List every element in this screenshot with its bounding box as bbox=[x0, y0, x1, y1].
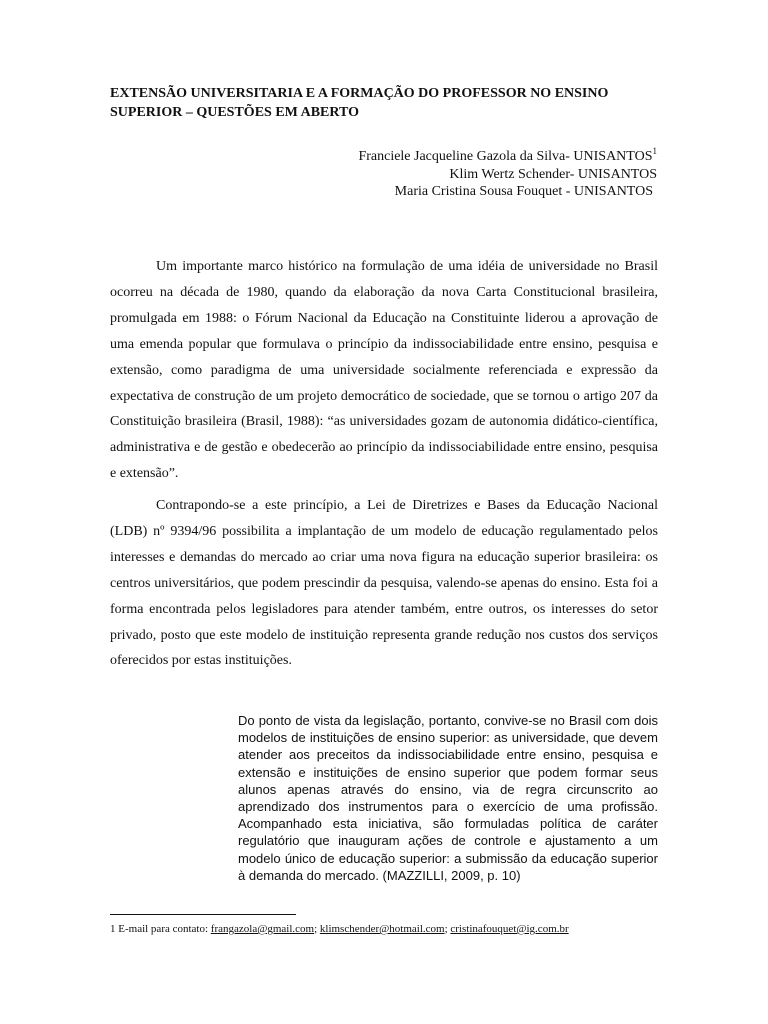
email-separator-2: ; bbox=[444, 923, 451, 935]
author-3: Maria Cristina Sousa Fouquet - UNISANTOS bbox=[394, 184, 653, 199]
footnote-divider bbox=[110, 914, 296, 915]
author-1-text: Franciele Jacqueline Gazola da Silva- UNISANTOS bbox=[358, 149, 653, 164]
body-paragraph-1: Um importante marco histórico na formulação de uma idéia de universidade no Brasil ocorreu na década de 1980, quando da elaboração da nova Carta Constitucional brasileira, promulgada em 1988: o Fórum Nacional da Educação na Constituinte liderou a aprovação de uma emenda popular que formulava o princípio da indissociabilidade entre ensino, pesquisa e extensão, como paradigma de uma universidade socialmente referenciada e expressão da expectativa de construção de um projeto democrático de sociedade, que se tornou o artigo 207 da Constituição brasileira (Brasil, 1988): “as universidades gozam de autonomia didático-científica, administrativa e de gestão e obedecerão ao princípio da indissociabilidade entre ensino, pesquisa e extensão”. bbox=[110, 259, 658, 482]
author-1 bbox=[300, 148, 657, 166]
footnote bbox=[110, 922, 569, 936]
footnote-mark: 1 bbox=[652, 146, 657, 156]
block-quote: Do ponto de vista da legislação, portanto, convive-se no Brasil com dois modelos de instituições de ensino superior: as universidade, que devem atender aos preceitos da indissociabilidade entre ensino, pesquisa e extensão e instituições de ensino superior que podem formar seus alunos apenas através do ensino, via de regra circunscrito ao aprendizado dos instrumentos para o exercício de uma profissão. Acompanhado esta iniciativa, são formuladas política de caráter regulatório que inauguram ações de controle e ajustamento a um modelo único de educação superior: a submissão da educação superior à demanda do mercado. (MAZZILLI, 2009, p. 10) bbox=[238, 713, 658, 883]
email-separator-1: ; bbox=[314, 923, 320, 935]
author-2: Klim Wertz Schender- UNISANTOS bbox=[449, 166, 657, 182]
email-link-3[interactable]: cristinafouquet@ig.com.br bbox=[450, 923, 569, 935]
email-link-1[interactable]: frangazola@gmail.com bbox=[210, 923, 315, 935]
email-link-2[interactable]: klimschender@hotmail.com bbox=[319, 923, 445, 935]
body-paragraph-2: Contrapondo-se a este princípio, a Lei de Diretrizes e Bases da Educação Nacional (LDB) nº 9394/96 possibilita a implantação de um modelo de educação regulamentado pelos interesses e demandas do mercado ao criar uma nova figura na educação superior brasileira: os centros universitários, que podem prescindir da pesquisa, valendo-se apenas do ensino. Esta foi a forma encontrada pelos legisladores para atender também, entre outros, os interesses do setor privado, posto que este modelo de instituição representa grande redução nos custos dos serviços oferecidos por estas instituições. bbox=[110, 498, 658, 669]
author-list bbox=[300, 148, 657, 201]
footnote-prefix: 1 E-mail para contato: bbox=[110, 923, 211, 935]
document-title: EXTENSÃO UNIVERSITARIA E A FORMAÇÃO DO PROFESSOR NO ENSINO SUPERIOR – QUESTÕES EM ABERTO bbox=[110, 86, 609, 120]
